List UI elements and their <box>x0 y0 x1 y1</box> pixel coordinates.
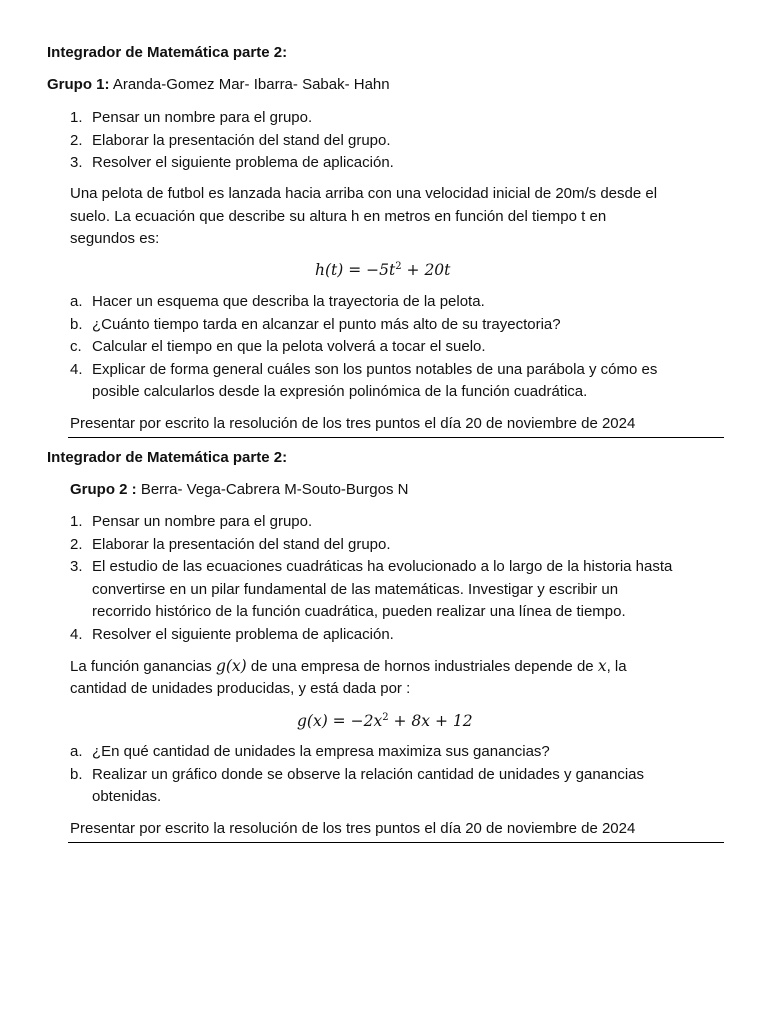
list-item: c. Calcular el tiempo en que la pelota volverá a tocar el suelo. <box>70 338 486 355</box>
section2-footer: Presentar por escrito la resolución de los tres puntos el día 20 de noviembre de 2024 <box>70 820 636 837</box>
section2-question-list <box>70 742 644 810</box>
list-item-continuation: convertirse en un pilar fundamental de las matemáticas. Investigar y escribir un <box>92 580 619 598</box>
list-item: b. ¿Cuánto tiempo tarda en alcanzar el punto más alto de su trayectoria? <box>70 315 561 333</box>
list-item-continuation: obtenidas. <box>92 788 162 805</box>
section1-task-list <box>70 108 394 176</box>
section2-group-members: Berra- Vega-Cabrera M-Souto-Burgos N <box>136 481 409 498</box>
section1-formula: $h(t) = -5t^2 + 20t$ <box>315 260 451 279</box>
section-divider <box>68 437 724 438</box>
list-item-continuation: posible calcularlos desde la expresión polinómica de la función cuadrática. <box>92 383 588 400</box>
section2-formula: $g(x) = -2x^2 + 8x + 12$ <box>297 711 473 730</box>
section1-heading: Integrador de Matemática parte 2: <box>47 44 288 61</box>
list-item: 2. Elaborar la presentación del stand del grupo. <box>70 535 391 553</box>
problem-line: suelo. La ecuación que describe su altura h en metros en función del tiempo t en <box>70 207 607 225</box>
section1-group-label: Grupo 1: <box>47 76 110 93</box>
problem-line: Una pelota de futbol es lanzada hacia arriba con una velocidad inicial de 20m/s desde el <box>70 185 658 202</box>
list-item: 3. Resolver el siguiente problema de aplicación. <box>70 154 394 171</box>
list-item: a. ¿En qué cantidad de unidades la empresa maximiza sus ganancias? <box>70 743 550 760</box>
section2-group-label: Grupo 2 : <box>70 481 137 498</box>
section1-group-members: Aranda-Gomez Mar- Ibarra- Sabak- Hahn <box>112 76 390 93</box>
section-divider <box>68 842 724 843</box>
section1-question-list <box>70 292 657 405</box>
math-x: x <box>597 657 607 675</box>
problem-line: segundos es: <box>70 230 160 247</box>
list-item: 4. Resolver el siguiente problema de aplicación. <box>70 625 394 643</box>
section2-problem <box>70 656 627 701</box>
problem-line: La función ganancias g(x) de una empresa de hornos industriales depende de x, la <box>70 657 627 675</box>
list-item: 1. Pensar un nombre para el grupo. <box>70 513 313 530</box>
section2-task-list <box>70 512 672 647</box>
problem-line: cantidad de unidades producidas, y está dada por : <box>70 679 411 697</box>
list-item: 4. Explicar de forma general cuáles son los puntos notables de una parábola y cómo es <box>70 360 658 378</box>
math-g-of-x: g(x) <box>215 657 247 675</box>
section1-problem <box>70 184 657 252</box>
list-item-continuation: recorrido histórico de la función cuadrática, pueden realizar una línea de tiempo. <box>92 603 626 620</box>
section2-heading: Integrador de Matemática parte 2: <box>47 449 288 466</box>
list-item: 2. Elaborar la presentación del stand del grupo. <box>70 131 391 149</box>
section1-footer: Presentar por escrito la resolución de los tres puntos el día 20 de noviembre de 2024 <box>70 415 636 432</box>
list-item: a. Hacer un esquema que describa la trayectoria de la pelota. <box>70 293 485 310</box>
section2-group-line <box>70 480 408 500</box>
list-item: b. Realizar un gráfico donde se observe la relación cantidad de unidades y ganancias <box>70 765 645 783</box>
list-item: 3. El estudio de las ecuaciones cuadráticas ha evolucionado a lo largo de la historia hasta <box>70 558 673 575</box>
section1-group-line <box>47 75 390 95</box>
list-item: 1. Pensar un nombre para el grupo. <box>70 109 313 126</box>
